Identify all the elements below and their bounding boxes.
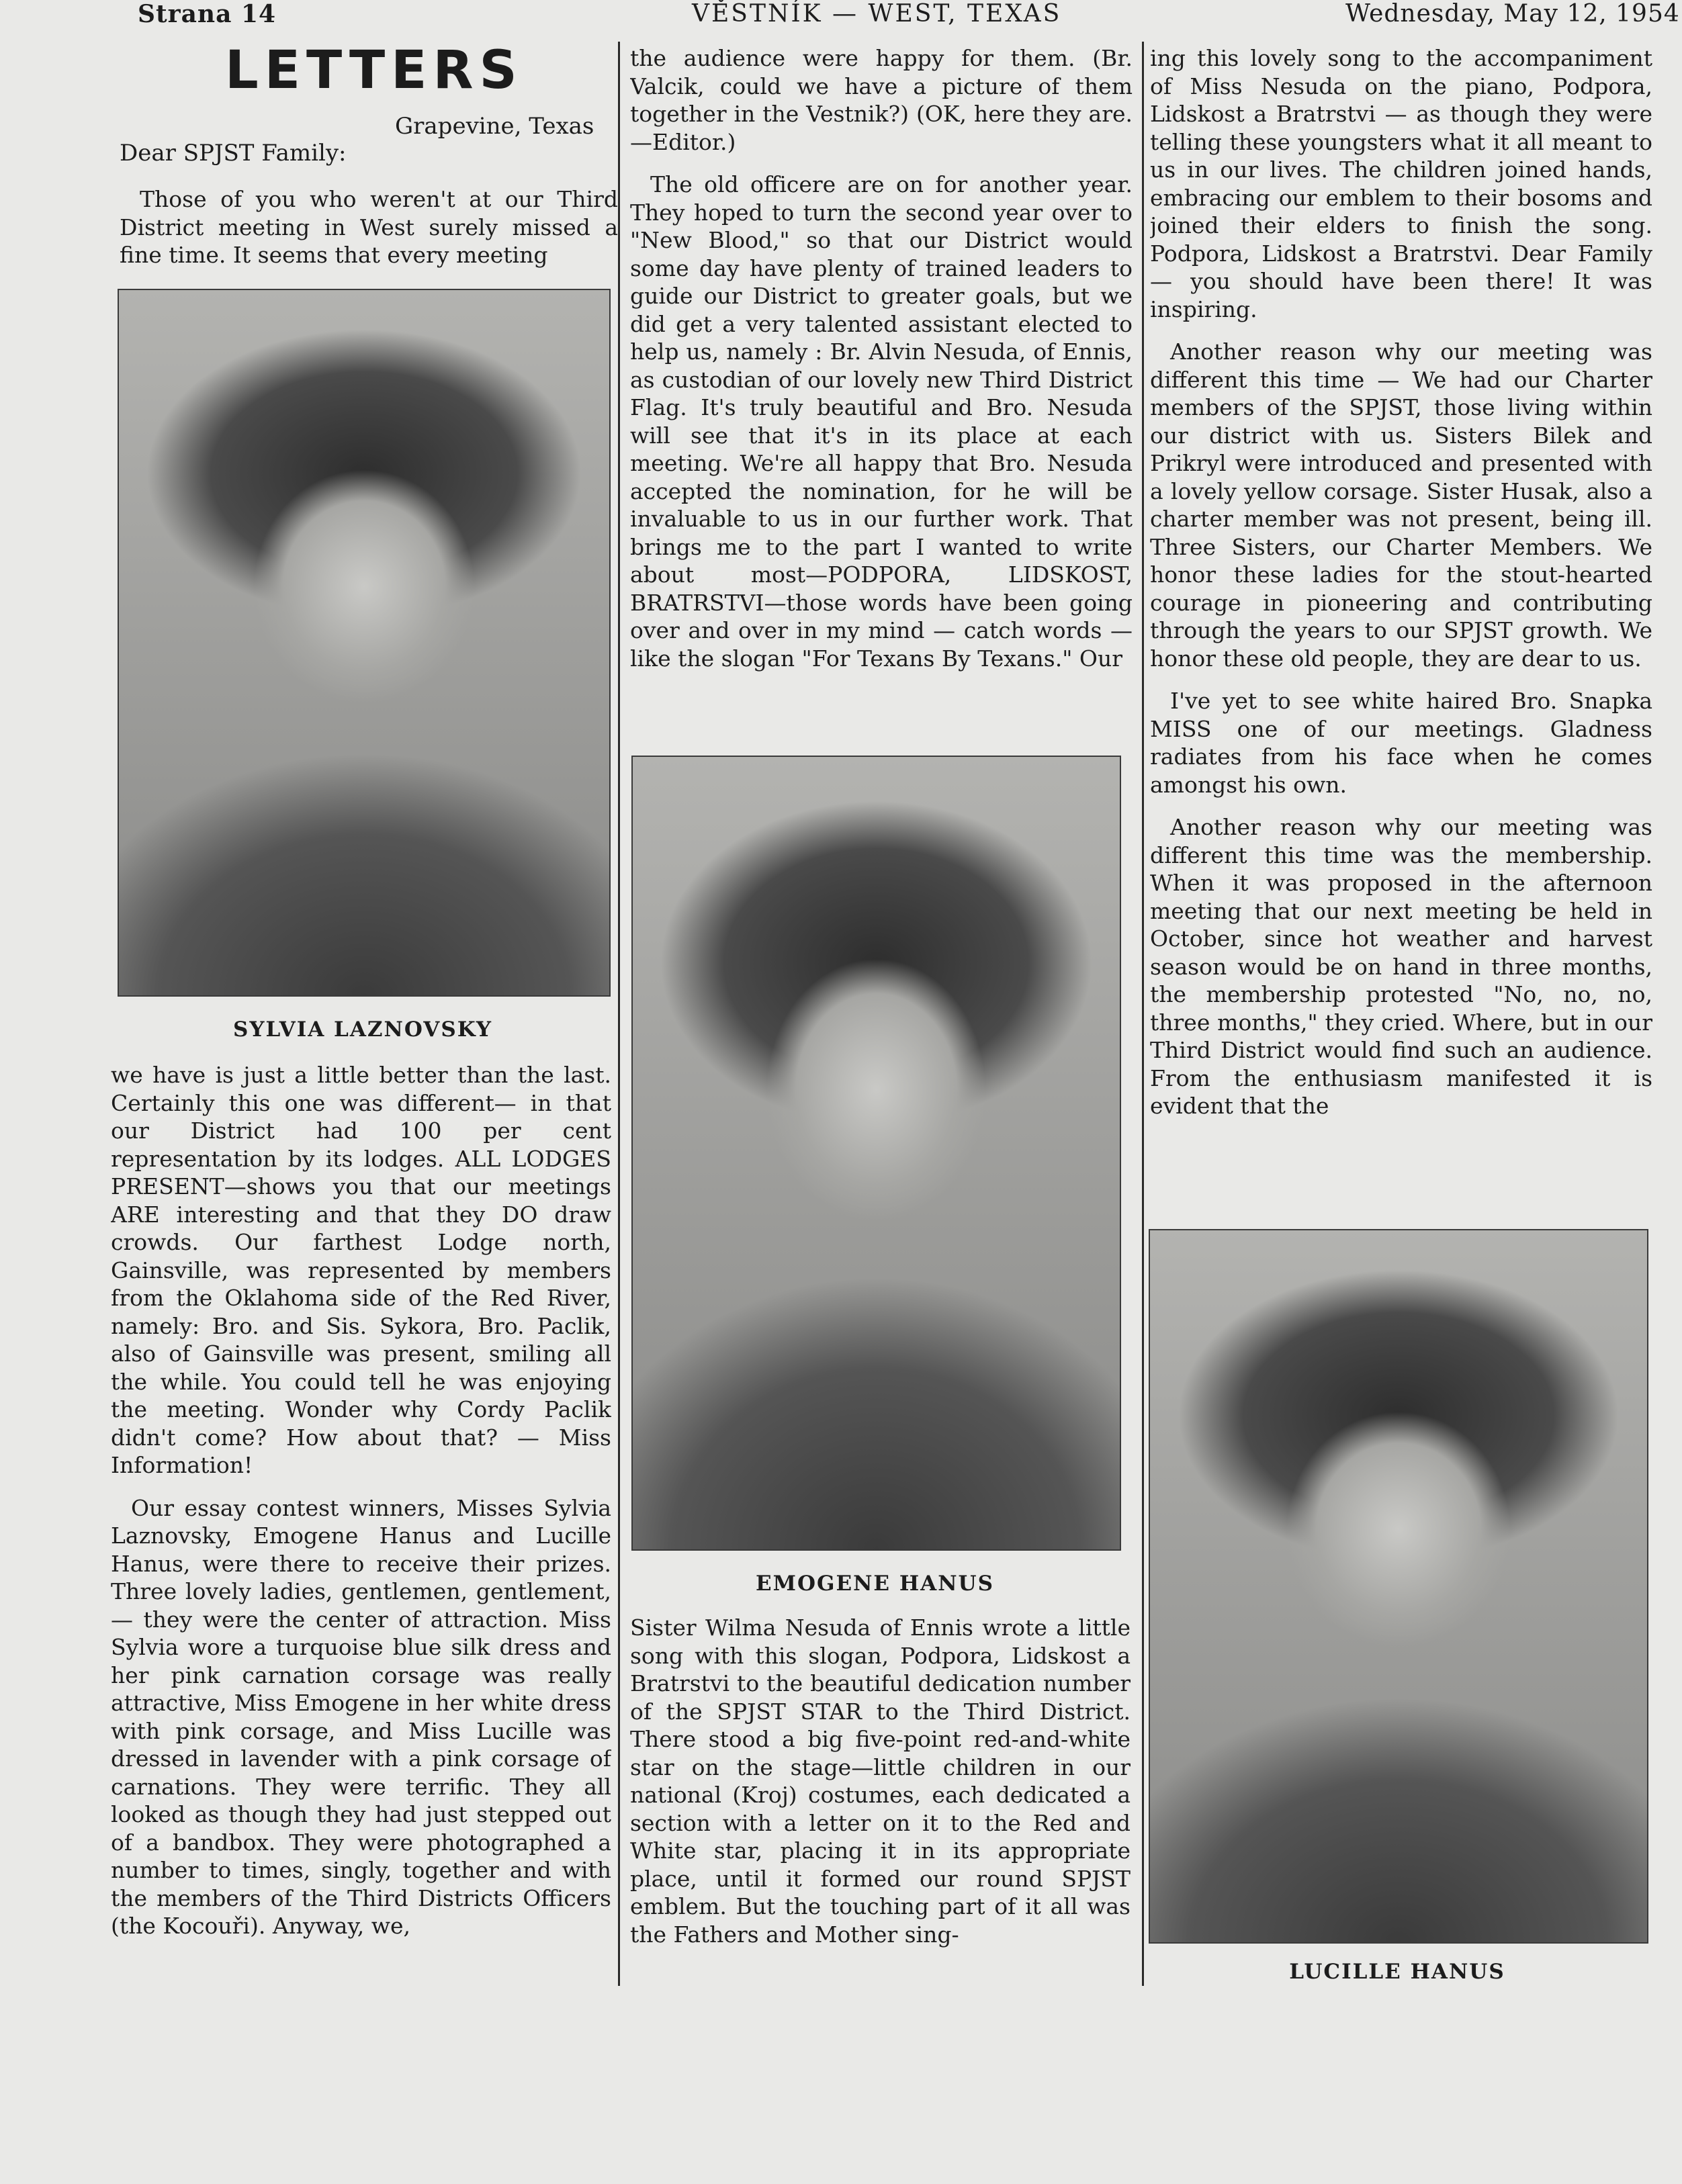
paragraph: Our essay contest winners, Misses Sylvia Laznovsky, Emogene Hanus and Lucille Hanus, were there to receive their prizes. Three lovely ladies, gentlemen, gentlement, — they were the center of attraction. Miss Sylvia wore a turquoise blue silk dress and her pink carnation corsage was really attractive, Miss Emogene in her white dress with pink corsage, and Miss Lucille was dressed in lavender with a pink corsage of carnations. They were terrific. They all looked as though they had just stepped out of a bandbox. They were photographed a number to times, singly, together and with the members of the Third Districts Officers (the Kocouři). Anyway, we, bbox=[111, 1494, 611, 1939]
paragraph: Another reason why our meeting was different this time — We had our Charter members of the SPJST, those living within our district with us. Sisters Bilek and Prikryl were introduced and presented with a lovely yellow corsage. Sister Husak, also a charter member was not present, being ill. Three Sisters, our Charter Members. We honor these ladies for the stout-hearted courage in pioneering and contributing through the years to our SPJST growth. We honor these old people, they are dear to us. bbox=[1150, 338, 1652, 672]
caption-emogene-hanus: EMOGENE HANUS bbox=[756, 1572, 994, 1596]
article-title: LETTERS bbox=[225, 40, 523, 101]
salutation: Dear SPJST Family: bbox=[120, 140, 347, 167]
caption-lucille-hanus: LUCILLE HANUS bbox=[1289, 1960, 1505, 1984]
masthead: VĚSTNÍK — WEST, TEXAS bbox=[692, 0, 1062, 28]
column-divider-right bbox=[1142, 42, 1144, 1986]
column-3-top bbox=[1150, 44, 1652, 1213]
paragraph: Another reason why our meeting was different this time was the membership. When it was proposed in the afternoon meeting that our next meeting be held in October, since hot weather and harvest season would be on hand in three months, the membership protested "No, no, no, three months," they cried. Where, but in our Third District would find such an audience. From the enthusiasm manifested it is evident that the bbox=[1150, 814, 1652, 1119]
paragraph: ing this lovely song to the accompaniment of Miss Nesuda on the piano, Podpora, Lidskost a Bratrstvi — as though they were telling these youngsters what it all meant to us in our lives. The children joined hands, embracing our emblem to their bosoms and joined their elders to finish the song. Podpora, Lidskost a Bratrstvi. Dear Family — you should have been there! It was inspiring. bbox=[1150, 45, 1652, 322]
paragraph: The old officere are on for another year. They hoped to turn the second year over to "New Blood," so that our District would some day have plenty of trained leaders to guide our District to greater goals, but we did get a very talented assistant elected to help us, namely : Br. Alvin Nesuda, of Ennis, as custodian of our lovely new Third District Flag. It's truly beautiful and Bro. Nesuda will see that it's in its place at each meeting. We're all happy that Bro. Nesuda accepted the nomination, for he will be invaluable to us in our further work. That brings me to the part I wanted to write about most—PODPORA, LIDSKOST, BRATRSTVI—those words have been going over and over in my mind — catch words — like the slogan "For Texans By Texans." Our bbox=[630, 171, 1133, 672]
paragraph: I've yet to see white haired Bro. Snapka MISS one of our meetings. Gladness radiates from his face when he comes amongst his own. bbox=[1150, 688, 1652, 798]
column-1-bottom bbox=[111, 1061, 611, 2001]
paragraph: we have is just a little better than the last. Certainly this one was different— in that our District had 100 per cent representation by its lodges. ALL LODGES PRESENT—shows you that our meetings ARE interesting and that they DO draw crowds. Our farthest Lodge north, Gainsville, was represented by members from the Oklahoma side of the Red River, namely: Bro. and Sis. Sykora, Bro. Paclik, also of Gainsville was present, smiling all the while. You could tell he was enjoying the meeting. Wonder why Cordy Paclik didn't come? How about that? — Miss Information! bbox=[111, 1062, 611, 1478]
dateline: Grapevine, Texas bbox=[395, 113, 594, 140]
column-2-top bbox=[630, 44, 1133, 743]
caption-sylvia-laznovsky: SYLVIA LAZNOVSKY bbox=[233, 1017, 492, 1042]
column-divider-left bbox=[618, 42, 620, 1986]
paragraph: Sister Wilma Nesuda of Ennis wrote a little song with this slogan, Podpora, Lidskost a Bratrstvi to the beautiful dedication number of the SPJST STAR to the Third District. There stood a big five-point red-and-white star on the stage—little children in our national (Kroj) costumes, each dedicated a section with a letter on it to the Red and White star, placing it in its appropriate place, until it formed our round SPJST emblem. But the touching part of it all was the Fathers and Mother sing- bbox=[630, 1614, 1131, 1948]
portrait-lucille-hanus bbox=[1149, 1229, 1648, 1944]
page-number: Strana 14 bbox=[138, 0, 277, 28]
portrait-sylvia-laznovsky bbox=[118, 289, 611, 997]
column-2-bottom bbox=[630, 1614, 1131, 1990]
portrait-emogene-hanus bbox=[631, 756, 1121, 1551]
issue-date: Wednesday, May 12, 1954 bbox=[1345, 0, 1680, 28]
paragraph: the audience were happy for them. (Br. Valcik, could we have a picture of them together in the Vestnik?) (OK, here they are.—Editor.) bbox=[630, 45, 1133, 155]
column-1-top bbox=[120, 185, 618, 273]
paragraph: Those of you who weren't at our Third District meeting in West surely missed a fine time. It seems that every meeting bbox=[120, 186, 618, 268]
